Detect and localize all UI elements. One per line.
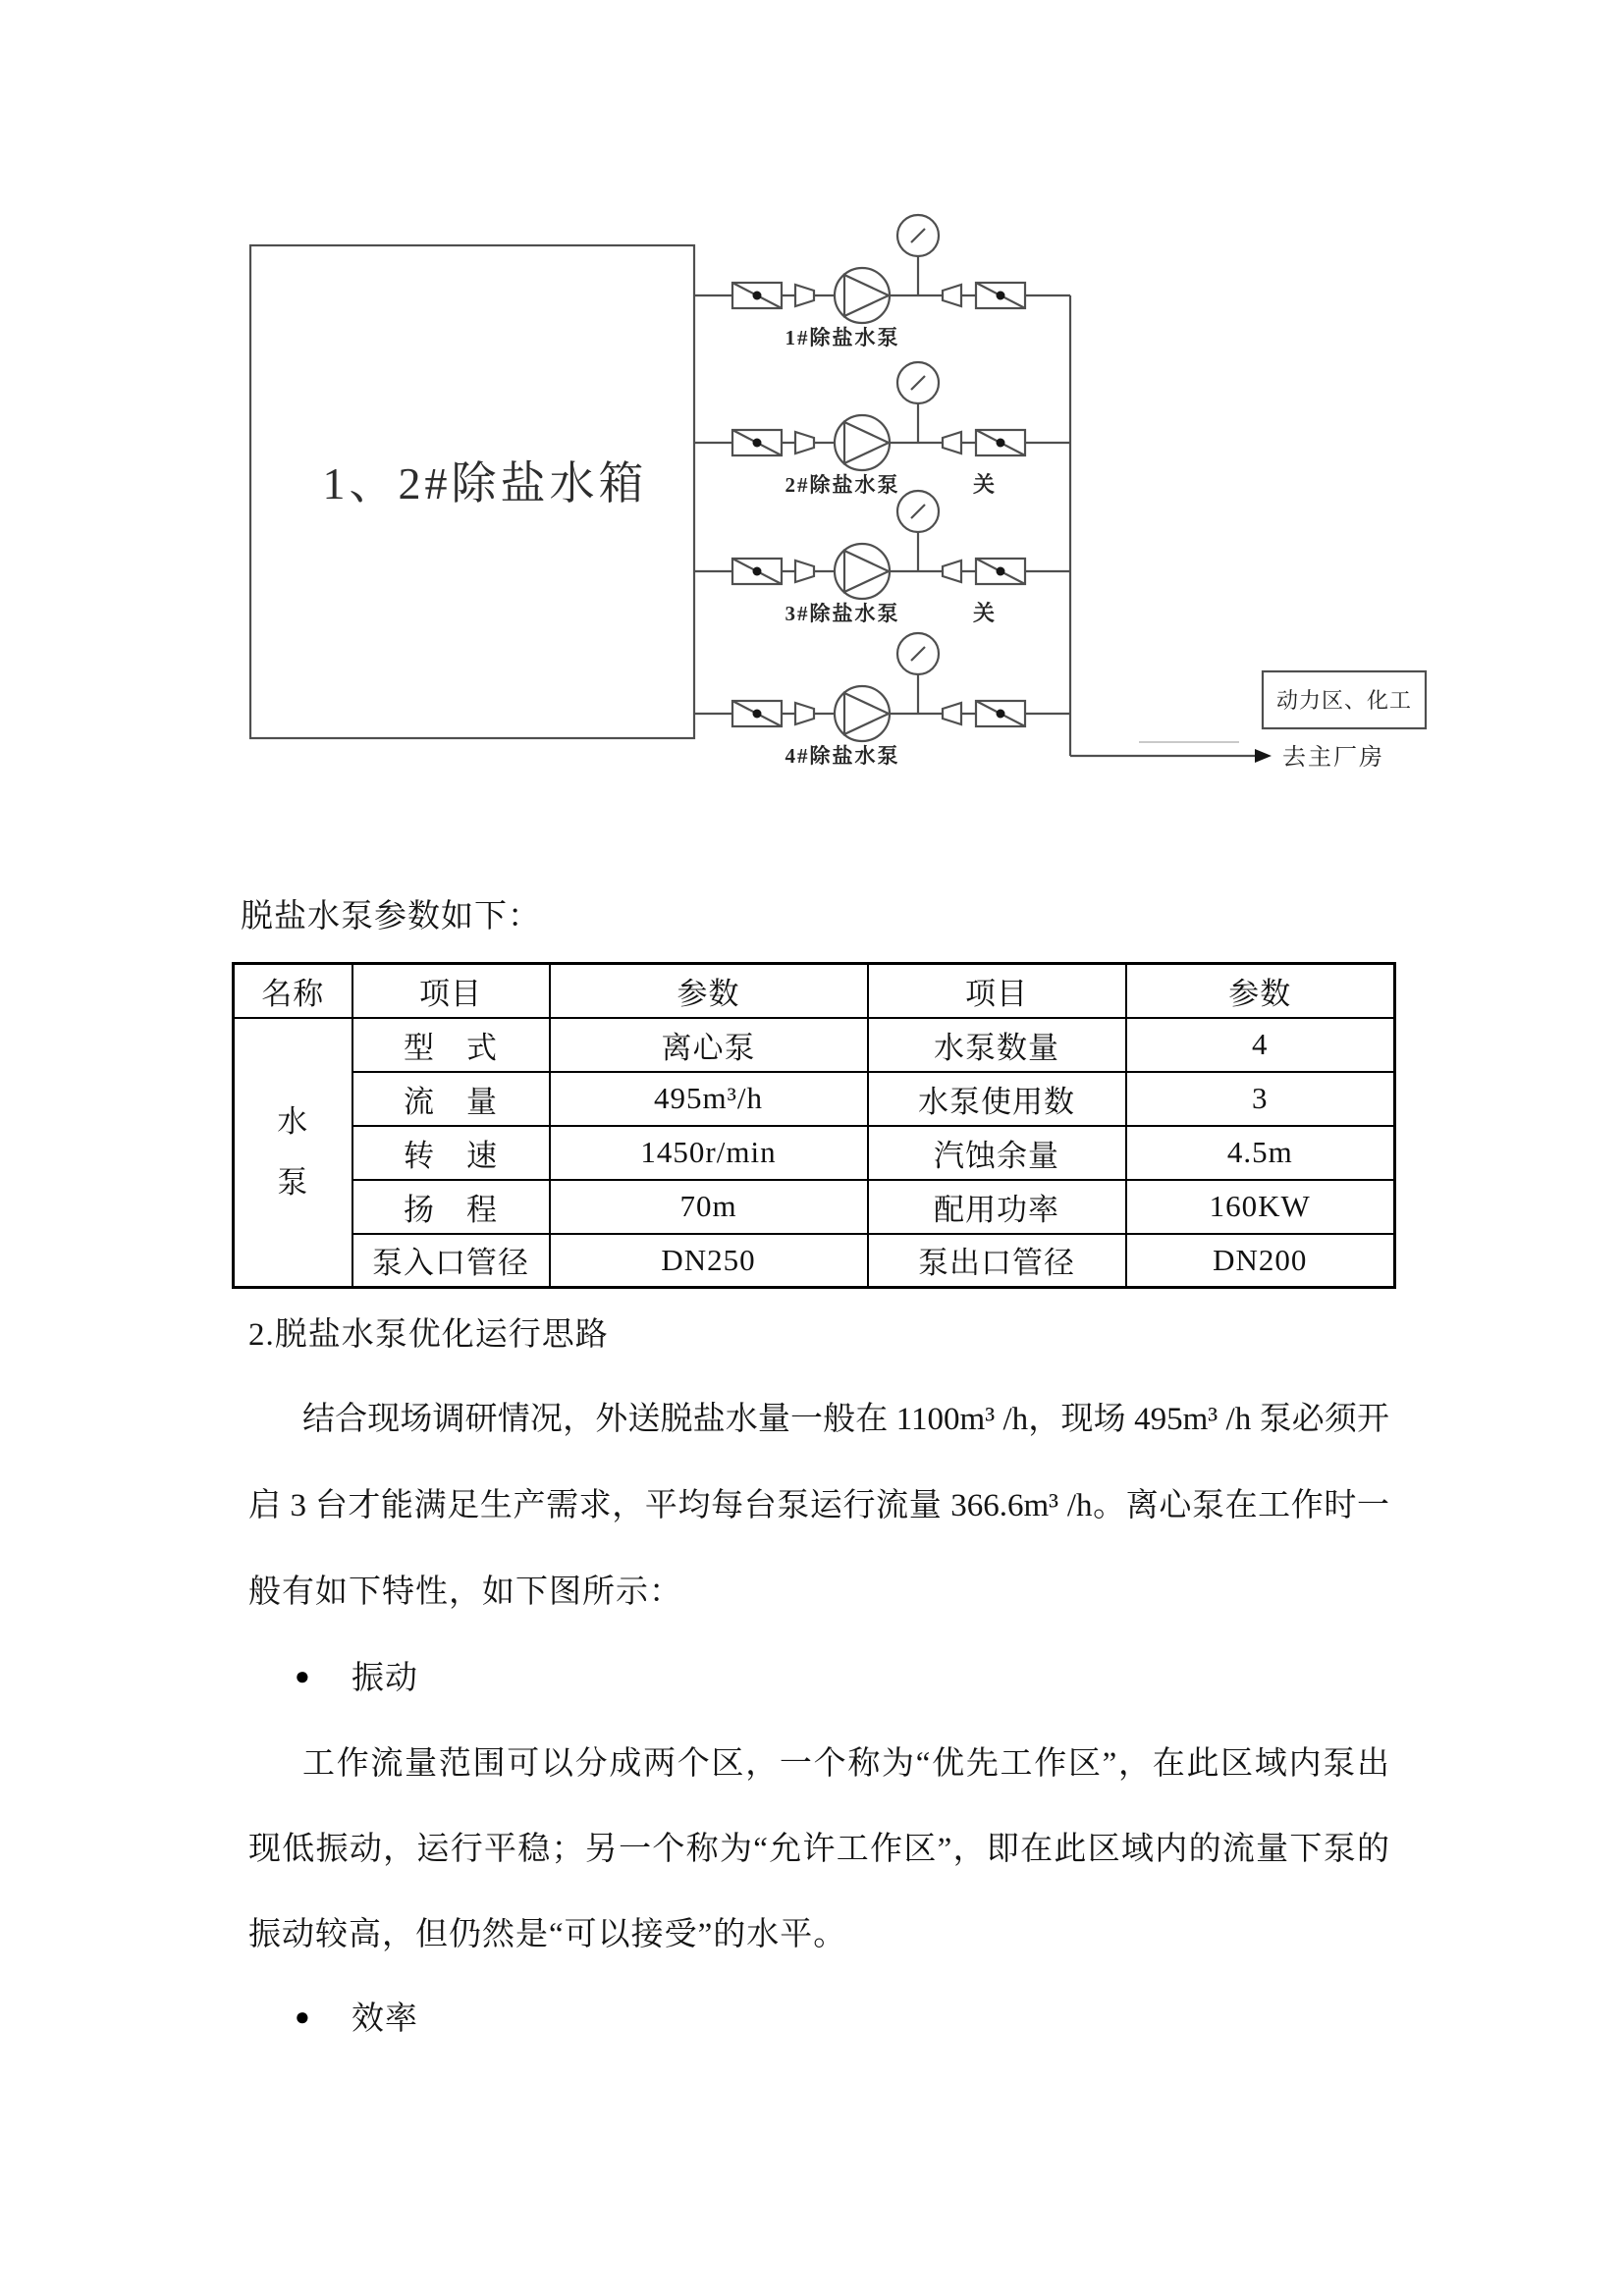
water-tank-label: 1、2#除盐水箱 bbox=[322, 458, 648, 508]
outlet-destination-label: 去主厂房 bbox=[1282, 745, 1384, 771]
table-cell-item: 转 速 bbox=[352, 1126, 550, 1180]
table-row bbox=[234, 1180, 1395, 1234]
table-cell-item: 汽蚀余量 bbox=[868, 1126, 1126, 1180]
paragraph2-line3: 振动较高，但仍然是“可以接受”的水平。 bbox=[248, 1917, 847, 1952]
table-cell-value: DN250 bbox=[550, 1234, 868, 1288]
row-group-name-cell bbox=[234, 1018, 352, 1288]
table-header-row bbox=[234, 964, 1395, 1018]
table-cell-value: 495m³/h bbox=[550, 1072, 868, 1126]
paragraph1-line2: 启 3 台才能满足生产需求，平均每台泵运行流量 366.6m³ /h。离心泵在工作时一 bbox=[248, 1488, 1389, 1523]
table-cell-item: 型 式 bbox=[352, 1018, 550, 1072]
header-param-2: 参数 bbox=[1126, 964, 1395, 1018]
table-cell-item: 水泵使用数 bbox=[868, 1072, 1126, 1126]
pump-2-label: 2#除盐水泵 bbox=[785, 473, 900, 497]
table-cell-value: 3 bbox=[1126, 1072, 1395, 1126]
header-item-1: 项目 bbox=[352, 964, 550, 1018]
table-cell-item: 水泵数量 bbox=[868, 1018, 1126, 1072]
pump-branch-1-symbols bbox=[694, 215, 1070, 323]
header-item-2: 项目 bbox=[868, 964, 1126, 1018]
paragraph1-line1: 结合现场调研情况，外送脱盐水量一般在 1100m³ /h，现场 495m³ /h 泵必须开 bbox=[302, 1402, 1389, 1437]
paragraph2-line2: 现低振动，运行平稳；另一个称为“允许工作区”，即在此区域内的流量下泵的 bbox=[248, 1832, 1389, 1867]
table-cell-item: 配用功率 bbox=[868, 1180, 1126, 1234]
bullet-item-vibration: 振动 bbox=[352, 1661, 418, 1696]
pump-parameter-table bbox=[232, 962, 1396, 1289]
bullet-icon: ● bbox=[295, 1662, 310, 1690]
table-intro-line: 脱盐水泵参数如下： bbox=[241, 899, 541, 934]
table-cell-value: 离心泵 bbox=[550, 1018, 868, 1072]
pump-branch-4-symbols bbox=[694, 633, 1070, 741]
pump-3-label: 3#除盐水泵 bbox=[785, 602, 900, 625]
table-cell-value: 160KW bbox=[1126, 1180, 1395, 1234]
header-name: 名称 bbox=[234, 964, 352, 1018]
outlet-arrowhead-icon bbox=[1255, 749, 1272, 763]
table-row bbox=[234, 1018, 1395, 1072]
table-cell-value: DN200 bbox=[1126, 1234, 1395, 1288]
table-cell-value: 4.5m bbox=[1126, 1126, 1395, 1180]
pump-1-label: 1#除盐水泵 bbox=[785, 326, 900, 349]
table-row bbox=[234, 1234, 1395, 1288]
pump-branch-2-symbols bbox=[694, 362, 1070, 470]
table-cell-item: 流 量 bbox=[352, 1072, 550, 1126]
pump-4-label: 4#除盐水泵 bbox=[785, 744, 900, 768]
pump-branch-3-symbols bbox=[694, 491, 1070, 599]
table-cell-value: 70m bbox=[550, 1180, 868, 1234]
row-group-name: 水泵 bbox=[277, 1103, 309, 1200]
paragraph1-line3: 般有如下特性，如下图所示： bbox=[248, 1575, 682, 1610]
pump-piping-diagram bbox=[0, 0, 1624, 864]
table-row bbox=[234, 1126, 1395, 1180]
table-cell-item: 扬 程 bbox=[352, 1180, 550, 1234]
table-cell-value: 4 bbox=[1126, 1018, 1395, 1072]
paragraph2-line1: 工作流量范围可以分成两个区，一个称为“优先工作区”，在此区域内泵出 bbox=[302, 1746, 1389, 1782]
table-row bbox=[234, 1072, 1395, 1126]
bullet-icon: ● bbox=[295, 2002, 310, 2031]
destination-box-label: 动力区、化工 bbox=[1275, 688, 1413, 713]
table-cell-item: 泵入口管径 bbox=[352, 1234, 550, 1288]
table-cell-item: 泵出口管径 bbox=[868, 1234, 1126, 1288]
pump-3-status: 关 bbox=[972, 601, 996, 625]
table-cell-value: 1450r/min bbox=[550, 1126, 868, 1180]
section-heading: 2.脱盐水泵优化运行思路 bbox=[248, 1317, 609, 1353]
header-param-1: 参数 bbox=[550, 964, 868, 1018]
bullet-item-efficiency: 效率 bbox=[352, 2002, 418, 2037]
pump-2-status: 关 bbox=[972, 472, 996, 497]
